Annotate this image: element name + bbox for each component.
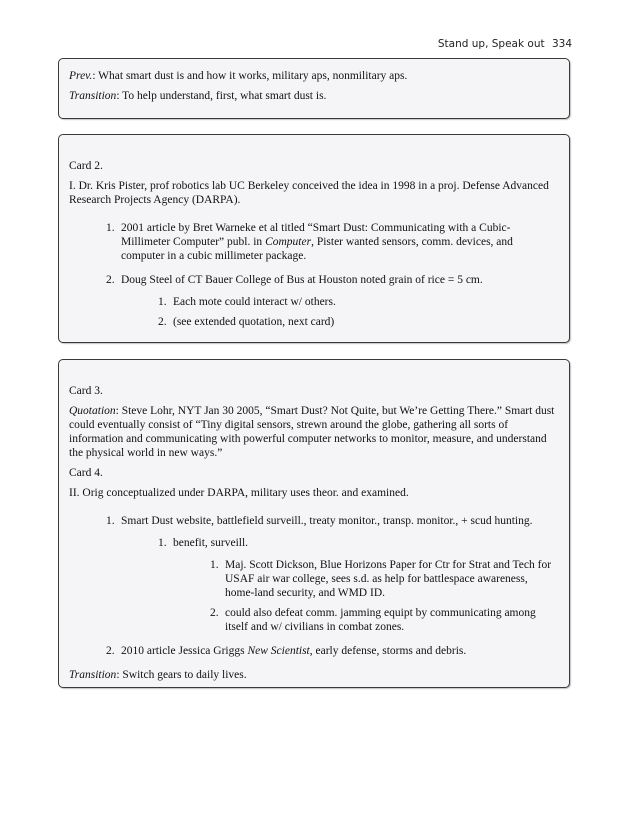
list-text: 2001 article by Bret Warneke et al titled “Smart Dust: Communicating with a Cubic-Millimeter Computer” publ. in: [121, 222, 511, 248]
list-text: Each mote could interact w/ others.: [173, 296, 336, 308]
list-text: 2010 article Jessica Griggs: [121, 645, 248, 657]
list-text: Smart Dust website, battlefield surveill., treaty monitor., transp. monitor., + scud hunting.: [121, 515, 533, 527]
page-number: 334: [551, 38, 572, 50]
list-text: , early defense, storms and debris.: [309, 645, 467, 657]
list-item: [158, 315, 559, 329]
quotation-line: [69, 404, 559, 460]
list-text: , Pister wanted sensors, comm. devices, and computer in a cubic millimeter package.: [121, 236, 513, 262]
card-heading: Card 4.: [69, 467, 103, 479]
third-level-list: [173, 558, 559, 634]
list-text: (see extended quotation, next card): [173, 316, 335, 328]
list-item: [210, 606, 559, 634]
list-text: Doug Steel of CT Bauer College of Bus at Houston noted grain of rice = 5 cm.: [121, 274, 483, 286]
main-point: I. Dr. Kris Pister, prof robotics lab UC Berkeley conceived the idea in 1998 in a proj. Defense Advanced Research Projects Agency (DARPA).: [69, 180, 549, 206]
subpoint-list: [69, 514, 559, 658]
list-number: 1.: [106, 222, 115, 234]
list-number: 2.: [158, 316, 167, 328]
list-number: 2.: [106, 645, 115, 657]
running-header: [438, 38, 572, 50]
list-text: could also defeat comm. jamming equipt by communicating among itself and w/ civilians in combat zones.: [225, 607, 536, 633]
note-card-2: [58, 134, 570, 343]
preview-text: : What smart dust is and how it works, military aps, nonmilitary aps.: [92, 70, 408, 82]
list-item: [106, 273, 559, 329]
journal-title: Computer: [265, 236, 312, 248]
list-number: 2.: [106, 274, 115, 286]
list-number: 1.: [106, 515, 115, 527]
list-number: 1.: [158, 537, 167, 549]
preview-line: [69, 69, 559, 83]
list-number: 1.: [210, 559, 219, 571]
quotation-text: : Steve Lohr, NYT Jan 30 2005, “Smart Dust? Not Quite, but We’re Getting There.” Smart dust could eventually consist of “Tiny digital sensors, strewn around the globe, gathering all sorts of information and communicating with powerful computer networks to monitor, measure, and understand the physical world in new ways.”: [69, 405, 555, 459]
main-point: II. Orig conceptualized under DARPA, military uses theor. and examined.: [69, 487, 409, 499]
transition-label: Transition: [69, 669, 117, 681]
quotation-label: Quotation: [69, 405, 116, 417]
transition-label: Transition: [69, 90, 117, 102]
list-item: [106, 514, 559, 634]
note-card-3-4: [58, 359, 570, 688]
sub-subpoint-list: [121, 295, 559, 329]
card-heading: Card 3.: [69, 385, 103, 397]
list-number: 1.: [158, 296, 167, 308]
card-heading: Card 2.: [69, 160, 103, 172]
list-item: [106, 644, 559, 658]
running-title: Stand up, Speak out: [437, 38, 545, 50]
note-card-preview: [58, 58, 570, 119]
list-item: [158, 295, 559, 309]
list-text: benefit, surveill.: [173, 537, 249, 549]
list-item: [106, 221, 559, 263]
transition-text: : Switch gears to daily lives.: [116, 669, 247, 681]
preview-label: Prev.: [69, 70, 93, 82]
list-item: [210, 558, 559, 600]
list-item: [158, 536, 559, 634]
journal-title: New Scientist: [247, 645, 310, 657]
transition-text: : To help understand, first, what smart dust is.: [116, 90, 327, 102]
sub-subpoint-list: [121, 536, 559, 634]
list-text: Maj. Scott Dickson, Blue Horizons Paper for Ctr for Strat and Tech for USAF air war college, sees s.d. as help for battlespace awareness, home-land security, and WMD ID.: [225, 559, 552, 599]
list-number: 2.: [210, 607, 219, 619]
subpoint-list: [69, 221, 559, 329]
transition-line: [69, 668, 559, 682]
transition-line: [69, 89, 559, 103]
